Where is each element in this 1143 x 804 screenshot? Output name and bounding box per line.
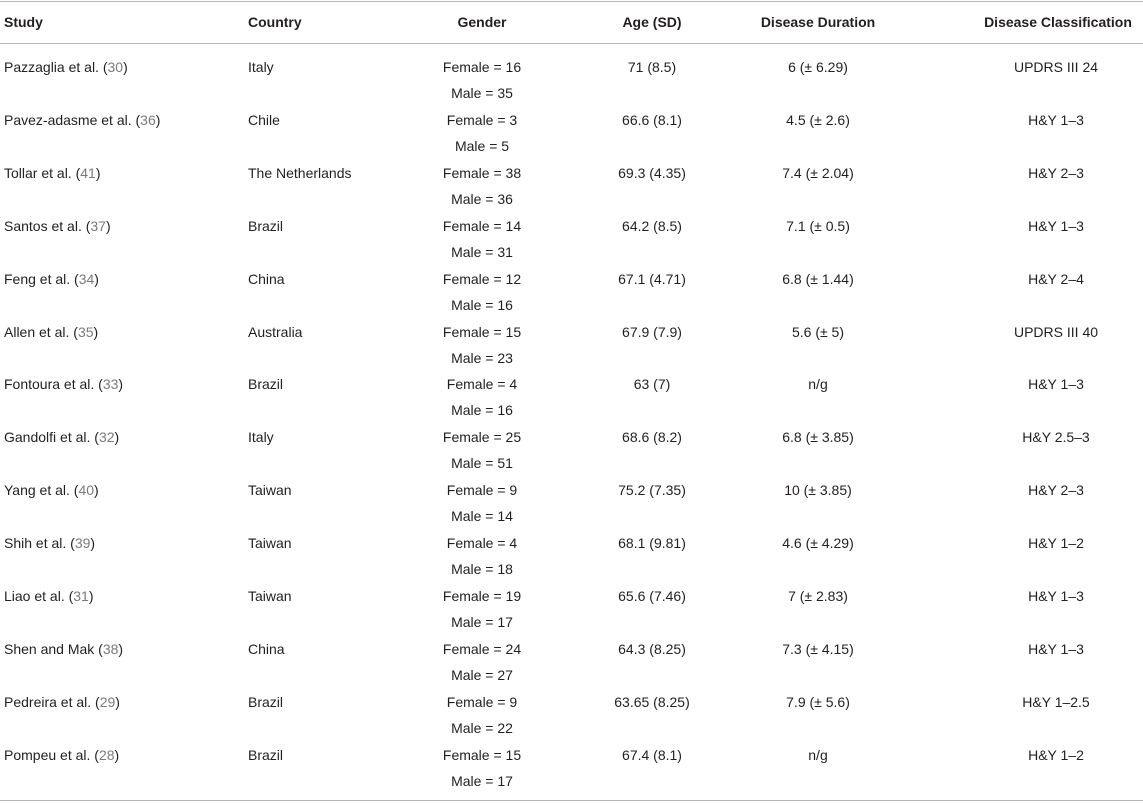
cell-study bbox=[4, 266, 99, 292]
cell-age-sd: 64.3 (8.25) bbox=[618, 640, 686, 657]
cell-study bbox=[4, 742, 119, 768]
cell-disease-classification: H&Y 1–3 bbox=[1028, 640, 1084, 657]
gender-female-count: Female = 12 bbox=[442, 270, 522, 287]
gender-male-count: Male = 31 bbox=[451, 243, 513, 260]
study-close-paren: ) bbox=[114, 746, 120, 763]
cell-disease-classification: H&Y 1–3 bbox=[1028, 111, 1084, 128]
cell-age-sd: 64.2 (8.5) bbox=[622, 217, 682, 234]
cell-disease-classification: UPDRS III 40 bbox=[1013, 323, 1099, 340]
citation-reference-link[interactable]: 30 bbox=[107, 59, 124, 75]
study-author: Yang et al. ( bbox=[4, 482, 79, 499]
gender-female-count: Female = 15 bbox=[442, 323, 522, 340]
table-bottom-rule bbox=[0, 800, 1143, 801]
cell-study bbox=[4, 530, 95, 556]
citation-reference-link[interactable]: 34 bbox=[78, 270, 95, 287]
gender-female-count: Female = 15 bbox=[442, 746, 522, 763]
study-author: Allen et al. ( bbox=[4, 323, 78, 340]
study-close-paren: ) bbox=[90, 535, 96, 552]
cell-age-sd: 68.1 (9.81) bbox=[618, 535, 686, 552]
cell-country: Australia bbox=[248, 323, 303, 340]
cell-study bbox=[4, 371, 123, 397]
cell-disease-classification: H&Y 2–4 bbox=[1028, 270, 1084, 287]
cell-disease-duration: n/g bbox=[808, 746, 828, 763]
cell-country: Italy bbox=[248, 59, 274, 75]
cell-gender bbox=[392, 319, 572, 371]
cell-country: Chile bbox=[248, 111, 280, 128]
gender-male-count: Male = 36 bbox=[451, 190, 513, 207]
gender-female-count: Female = 38 bbox=[442, 164, 522, 181]
cell-disease-duration: 5.6 (± 5) bbox=[791, 323, 845, 340]
cell-gender bbox=[392, 424, 572, 476]
table-row bbox=[0, 160, 1143, 213]
cell-study bbox=[4, 319, 98, 345]
cell-disease-classification: H&Y 2–3 bbox=[1028, 482, 1084, 499]
cell-gender bbox=[392, 530, 572, 582]
study-close-paren: ) bbox=[114, 429, 120, 446]
cell-disease-duration: 7 (± 2.83) bbox=[788, 588, 848, 604]
cell-disease-classification: H&Y 1–3 bbox=[1028, 217, 1084, 234]
gender-male-count: Male = 22 bbox=[451, 719, 513, 736]
cell-age-sd: 65.6 (7.46) bbox=[618, 588, 686, 604]
cell-gender bbox=[392, 583, 572, 635]
study-author: Shih et al. ( bbox=[4, 535, 75, 552]
cell-disease-classification: H&Y 2.5–3 bbox=[1022, 429, 1090, 446]
gender-female-count: Female = 3 bbox=[446, 111, 518, 128]
cell-study bbox=[4, 54, 128, 80]
cell-gender bbox=[392, 213, 572, 265]
study-close-paren: ) bbox=[88, 588, 94, 604]
citation-reference-link[interactable]: 36 bbox=[140, 111, 156, 128]
cell-country: Brazil bbox=[248, 746, 284, 763]
cell-age-sd: 69.3 (4.35) bbox=[618, 164, 686, 181]
citation-reference-link[interactable]: 41 bbox=[80, 164, 96, 181]
table-row bbox=[0, 424, 1143, 477]
cell-disease-classification: H&Y 1–2 bbox=[1028, 746, 1084, 763]
cell-study bbox=[4, 477, 99, 503]
cell-country: Brazil bbox=[248, 693, 284, 710]
cell-disease-duration: 7.9 (± 5.6) bbox=[786, 693, 850, 710]
study-author: Liao et al. ( bbox=[4, 588, 74, 604]
cell-disease-duration: 10 (± 3.85) bbox=[784, 482, 852, 499]
gender-female-count: Female = 25 bbox=[442, 429, 522, 446]
gender-female-count: Female = 14 bbox=[442, 217, 522, 234]
cell-age-sd: 71 (8.5) bbox=[627, 59, 677, 75]
study-close-paren: ) bbox=[123, 59, 128, 75]
table-row bbox=[0, 266, 1143, 319]
study-close-paren: ) bbox=[105, 217, 111, 234]
cell-age-sd: 66.6 (8.1) bbox=[622, 111, 682, 128]
cell-disease-duration: 4.5 (± 2.6) bbox=[786, 111, 850, 128]
cell-age-sd: 63.65 (8.25) bbox=[614, 693, 690, 710]
study-author: Feng et al. ( bbox=[4, 270, 79, 287]
cell-study bbox=[4, 689, 120, 715]
study-author: Santos et al. ( bbox=[4, 217, 91, 234]
cell-disease-classification: H&Y 1–3 bbox=[1028, 588, 1084, 604]
table-row bbox=[0, 636, 1143, 689]
cell-disease-duration: 6 (± 6.29) bbox=[788, 59, 848, 75]
cell-country: Taiwan bbox=[248, 535, 292, 552]
gender-male-count: Male = 17 bbox=[451, 614, 513, 630]
table-row bbox=[0, 319, 1143, 372]
cell-disease-classification: H&Y 1–3 bbox=[1028, 376, 1084, 393]
cell-age-sd: 67.4 (8.1) bbox=[622, 746, 682, 763]
citation-reference-link[interactable]: 33 bbox=[102, 376, 119, 393]
table-row bbox=[0, 583, 1143, 636]
header-country: Country bbox=[248, 14, 302, 30]
cell-study bbox=[4, 636, 123, 662]
gender-male-count: Male = 27 bbox=[451, 666, 513, 683]
citation-reference-link[interactable]: 37 bbox=[90, 217, 106, 234]
cell-disease-duration: 6.8 (± 3.85) bbox=[782, 429, 854, 446]
gender-male-count: Male = 14 bbox=[451, 508, 513, 525]
header-age: Age (SD) bbox=[622, 14, 682, 30]
cell-country: Italy bbox=[248, 429, 274, 446]
gender-female-count: Female = 4 bbox=[446, 376, 518, 393]
table-row bbox=[0, 213, 1143, 266]
study-close-paren: ) bbox=[115, 693, 120, 710]
cell-age-sd: 67.9 (7.9) bbox=[622, 323, 682, 340]
cell-country: China bbox=[248, 640, 285, 657]
gender-female-count: Female = 9 bbox=[446, 693, 518, 710]
header-gender: Gender bbox=[457, 14, 507, 30]
study-close-paren: ) bbox=[94, 270, 99, 287]
table-row bbox=[0, 742, 1143, 795]
table-header-row bbox=[0, 0, 1143, 44]
cell-country: China bbox=[248, 270, 285, 287]
gender-female-count: Female = 19 bbox=[442, 588, 522, 604]
cell-disease-duration: 4.6 (± 4.29) bbox=[782, 535, 854, 552]
cell-gender bbox=[392, 689, 572, 741]
cell-study bbox=[4, 583, 94, 609]
gender-male-count: Male = 51 bbox=[451, 455, 513, 472]
header-disease-duration: Disease Duration bbox=[760, 14, 876, 30]
table-row bbox=[0, 107, 1143, 160]
study-author: Pompeu et al. ( bbox=[4, 746, 99, 763]
table-row bbox=[0, 54, 1143, 107]
cell-age-sd: 67.1 (4.71) bbox=[618, 270, 686, 287]
header-disease-classification: Disease Classification bbox=[984, 14, 1132, 30]
study-author: Pavez-adasme et al. ( bbox=[4, 111, 141, 128]
gender-female-count: Female = 24 bbox=[442, 640, 522, 657]
study-author: Shen and Mak ( bbox=[4, 640, 103, 657]
gender-male-count: Male = 16 bbox=[451, 296, 513, 313]
gender-female-count: Female = 4 bbox=[446, 535, 518, 552]
cell-gender bbox=[392, 54, 572, 106]
citation-reference-link[interactable]: 40 bbox=[78, 482, 95, 499]
cell-disease-classification: H&Y 1–2.5 bbox=[1022, 693, 1090, 710]
citation-reference-link[interactable]: 32 bbox=[98, 429, 115, 446]
study-close-paren: ) bbox=[118, 376, 124, 393]
cell-study bbox=[4, 107, 160, 133]
study-author: Gandolfi et al. ( bbox=[4, 429, 99, 446]
table-row bbox=[0, 530, 1143, 583]
cell-gender bbox=[392, 107, 572, 159]
study-close-paren: ) bbox=[94, 482, 99, 499]
study-author: Pazzaglia et al. ( bbox=[4, 59, 108, 75]
header-study: Study bbox=[4, 14, 43, 30]
cell-disease-duration: 6.8 (± 1.44) bbox=[782, 270, 854, 287]
cell-country: Taiwan bbox=[248, 588, 292, 604]
citation-reference-link[interactable]: 35 bbox=[77, 323, 94, 340]
cell-disease-classification: H&Y 1–2 bbox=[1028, 535, 1084, 552]
gender-male-count: Male = 17 bbox=[451, 772, 513, 789]
cell-disease-duration: 7.1 (± 0.5) bbox=[786, 217, 850, 234]
citation-reference-link[interactable]: 39 bbox=[74, 535, 91, 552]
cell-disease-classification: H&Y 2–3 bbox=[1028, 164, 1084, 181]
cell-study bbox=[4, 424, 119, 450]
cell-disease-duration: 7.4 (± 2.04) bbox=[782, 164, 854, 181]
citation-reference-link[interactable]: 28 bbox=[98, 746, 115, 763]
table-row bbox=[0, 477, 1143, 530]
cell-gender bbox=[392, 371, 572, 423]
study-close-paren: ) bbox=[93, 323, 99, 340]
cell-country: Brazil bbox=[248, 376, 284, 393]
cell-gender bbox=[392, 160, 572, 212]
study-close-paren: ) bbox=[95, 164, 101, 181]
cell-disease-duration: 7.3 (± 4.15) bbox=[782, 640, 854, 657]
citation-reference-link[interactable]: 29 bbox=[99, 693, 116, 710]
table-row bbox=[0, 371, 1143, 424]
gender-male-count: Male = 18 bbox=[451, 561, 513, 578]
cell-study bbox=[4, 160, 101, 186]
cell-gender bbox=[392, 266, 572, 318]
gender-male-count: Male = 23 bbox=[451, 349, 513, 366]
gender-male-count: Male = 5 bbox=[454, 137, 510, 154]
cell-disease-classification: UPDRS III 24 bbox=[1013, 59, 1099, 75]
cell-study bbox=[4, 213, 111, 239]
gender-male-count: Male = 16 bbox=[451, 402, 513, 419]
citation-reference-link[interactable]: 31 bbox=[73, 588, 89, 604]
cell-country: Taiwan bbox=[248, 482, 292, 499]
gender-female-count: Female = 16 bbox=[442, 59, 522, 75]
cell-gender bbox=[392, 742, 572, 794]
study-close-paren: ) bbox=[155, 111, 161, 128]
cell-age-sd: 75.2 (7.35) bbox=[618, 482, 686, 499]
study-author: Fontoura et al. ( bbox=[4, 376, 103, 393]
cell-country: The Netherlands bbox=[248, 164, 352, 181]
cell-country: Brazil bbox=[248, 217, 284, 234]
cell-disease-duration: n/g bbox=[808, 376, 828, 393]
cell-gender bbox=[392, 636, 572, 688]
study-author: Pedreira et al. ( bbox=[4, 693, 100, 710]
table-header-rule bbox=[0, 43, 1143, 44]
study-author: Tollar et al. ( bbox=[4, 164, 81, 181]
study-close-paren: ) bbox=[118, 640, 124, 657]
gender-female-count: Female = 9 bbox=[446, 482, 518, 499]
cell-age-sd: 68.6 (8.2) bbox=[622, 429, 682, 446]
citation-reference-link[interactable]: 38 bbox=[102, 640, 119, 657]
gender-male-count: Male = 35 bbox=[451, 85, 513, 101]
cell-age-sd: 63 (7) bbox=[633, 376, 671, 393]
cell-gender bbox=[392, 477, 572, 529]
table-row bbox=[0, 689, 1143, 742]
